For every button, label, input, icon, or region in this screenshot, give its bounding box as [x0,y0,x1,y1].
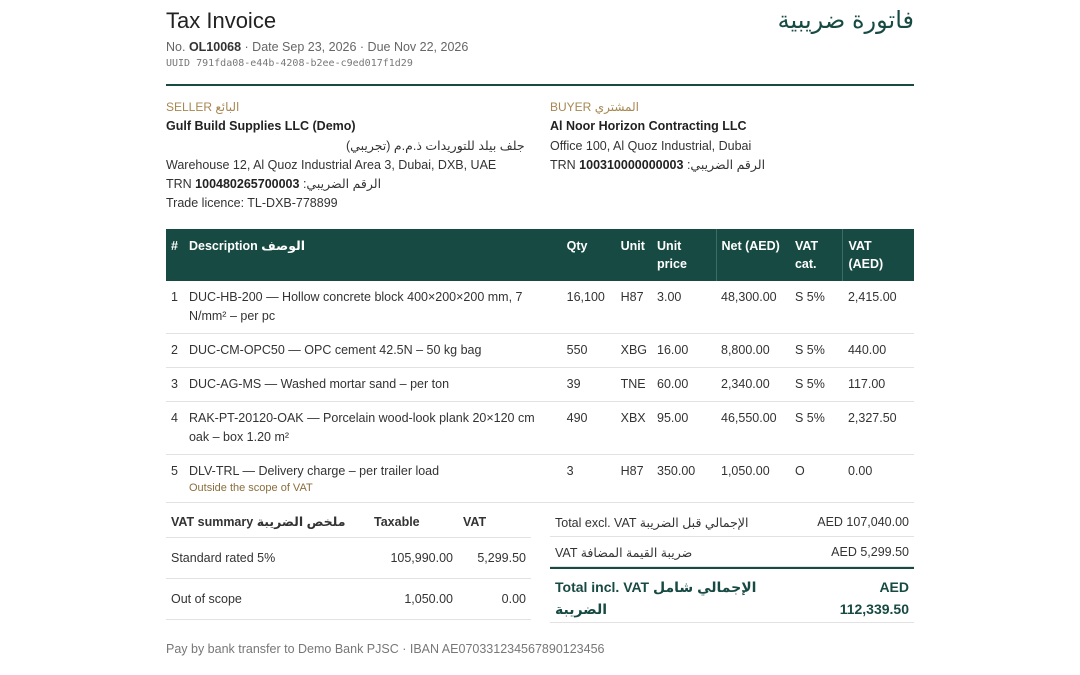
cell-unit [616,402,652,455]
buyer-trn-label: TRN الرقم الضريبي: [550,158,766,172]
table-row [166,402,914,455]
vat-summary-label: Standard rated 5% [166,538,369,579]
col-description: Description الوصف [184,229,562,281]
cell-vat-cat-text: S 5% [794,377,825,391]
cell-unit [616,455,652,503]
vat-total-value: AED 5,299.50 [831,545,909,559]
cell-net-text: 48,300.00 [721,290,777,304]
cell-qty [562,368,616,402]
totals-block [550,507,914,623]
total-incl-vat-value [840,576,909,620]
table-header-row [166,229,914,281]
vat-summary-header [166,507,531,538]
cell-description-text: RAK-PT-20120-OAK — Porcelain wood-look plank 20×120 cm oak – box 1.20 m² [188,411,535,444]
seller-name-arabic: جلف بيلد للتوريدات ذ.م.م (تجريبي) [346,139,525,153]
vat-summary-title: VAT summary ملخص الضريبة [166,507,369,538]
table-row [166,334,914,368]
seller-address: Warehouse 12, Al Quoz Industrial Area 3, Dubai, DXB, UAE [166,158,497,172]
col-unit-price-line2: price [657,257,687,271]
cell-unit-price-text: 350.00 [657,464,696,478]
cell-qty [562,402,616,455]
cell-unit-text: XBG [620,343,648,357]
cell-unit-price [652,402,716,455]
seller-licence: Trade licence: TL-DXB-778899 [166,196,338,210]
cell-qty [562,334,616,368]
total-excl-vat-label: Total excl. VAT الإجمالي قبل الضريبة [555,516,749,530]
vat-summary-vat: 5,299.50 [458,538,531,579]
cell-vat-cat [790,334,843,368]
vat-summary-vat-header: VAT [458,507,531,538]
cell-vat-cat-text: S 5% [794,290,825,304]
cell-unit-price [652,334,716,368]
cell-vat-text: 2,327.50 [847,411,897,425]
vat-summary-taxable: 105,990.00 [369,538,458,579]
cell-description [184,455,562,503]
col-unit: Unit [616,229,652,281]
col-number: # [166,229,184,281]
cell-net [716,334,790,368]
vat-summary-taxable: 1,050.00 [369,579,458,620]
cell-qty-text: 39 [566,377,581,391]
cell-unit-price-text: 60.00 [657,377,689,391]
cell-vat [843,455,914,503]
table-row [166,455,914,503]
col-vat-cat-line2: cat. [794,257,817,271]
parties-section [166,86,914,228]
total-incl-vat-row [550,567,914,623]
cell-vat-text: 440.00 [847,343,887,357]
seller-label: SELLER البائع [166,100,240,114]
cell-net [716,281,790,334]
col-vat-line1: VAT [848,239,872,253]
cell-vat-text: 2,415.00 [847,290,897,304]
cell-net-text: 1,050.00 [721,464,770,478]
cell-net-text: 46,550.00 [721,411,777,425]
cell-unit-text: TNE [620,377,646,391]
seller-name: Gulf Build Supplies LLC (Demo) [166,119,356,133]
cell-vat-text: 117.00 [847,377,886,391]
invoice-number: OL10068 [188,40,242,54]
cell-vat-cat [790,455,843,503]
cell-description [184,281,562,334]
total-incl-vat-amount: 112,339.50 [839,601,909,617]
col-unit-price-line1: Unit [657,239,682,253]
total-excl-vat-row [550,507,914,537]
col-qty: Qty [562,229,616,281]
cell-number-text: 4 [171,411,178,425]
buyer-trn [550,156,914,175]
cell-description-text: DUC-HB-200 — Hollow concrete block 400×200×200 mm, 7 N/mm² – per pc [188,290,523,323]
line-items-table [166,229,914,503]
col-unit-price [652,229,716,281]
invoice-uuid: UUID 791fda08-e44b-4208-b2ee-c9ed017f1d29 [166,58,413,69]
buyer-label: BUYER المشتري [550,100,639,114]
cell-description-text: DLV-TRL — Delivery charge – per trailer load [188,464,440,478]
cell-qty-text: 16,100 [566,290,605,304]
cell-number [166,368,184,402]
buyer-block [550,100,914,175]
cell-vat-text: 0.00 [847,464,873,478]
vat-summary-taxable-header: Taxable [369,507,458,538]
cell-vat [843,368,914,402]
cell-unit [616,334,652,368]
cell-vat [843,281,914,334]
cell-unit-text: H87 [620,464,644,478]
cell-unit-price [652,281,716,334]
cell-description [184,368,562,402]
cell-unit-text: XBX [620,411,646,425]
table-row [166,281,914,334]
cell-net-text: 8,800.00 [721,343,770,357]
invoice-dates: · Date Sep 23, 2026 · Due Nov 22, 2026 [244,40,469,54]
cell-vat-cat [790,281,843,334]
cell-vat-cat-text: O [794,464,805,478]
cell-net [716,368,790,402]
cell-net [716,455,790,503]
total-incl-vat-label: Total incl. VAT الإجمالي شامل الضريبة [555,579,757,617]
cell-qty [562,455,616,503]
cell-description-text: DUC-CM-OPC50 — OPC cement 42.5N – 50 kg bag [188,343,482,357]
col-vat-cat-line1: VAT [794,239,819,253]
buyer-trn-value: 100310000000003 [579,158,684,172]
cell-unit-price-text: 95.00 [657,411,689,425]
seller-block [166,100,530,213]
cell-vat-cat-text: S 5% [794,343,825,357]
cell-number-text: 5 [171,464,178,478]
col-vat-line2: (AED) [848,257,884,271]
cell-unit [616,368,652,402]
cell-number-text: 3 [171,377,178,391]
cell-unit-price [652,368,716,402]
seller-trn [166,175,530,194]
cell-unit-price [652,455,716,503]
cell-net [716,402,790,455]
cell-number [166,334,184,368]
table-row [166,368,914,402]
cell-net-text: 2,340.00 [721,377,770,391]
cell-unit-text: H87 [620,290,644,304]
vat-total-row [550,537,914,567]
vat-summary-vat: 0.00 [458,579,531,620]
cell-unit-price-text: 3.00 [657,290,682,304]
cell-vat [843,402,914,455]
cell-unit [616,281,652,334]
cell-qty [562,281,616,334]
invoice-page [166,0,914,656]
cell-qty-text: 3 [566,464,574,478]
line-note: Outside the scope of VAT [188,482,313,494]
cell-qty-text: 550 [566,343,588,357]
cell-vat-cat [790,368,843,402]
cell-number [166,455,184,503]
invoice-meta [166,40,468,54]
cell-vat-cat-text: S 5% [794,411,825,425]
cell-number-text: 1 [171,290,178,304]
payment-footer: Pay by bank transfer to Demo Bank PJSC · IBAN AE070331234567890123456 [166,642,605,656]
vat-total-label: VAT ضريبة القيمة المضافة [555,546,693,560]
total-incl-vat-currency: AED [879,579,909,595]
col-vat-cat [790,229,843,281]
cell-description-text: DUC-AG-MS — Washed mortar sand – per ton [188,377,450,391]
cell-number-text: 2 [171,343,178,357]
col-net: Net (AED) [716,229,790,281]
total-excl-vat-value: AED 107,040.00 [817,515,909,529]
cell-number [166,281,184,334]
vat-summary-row [166,538,531,579]
col-vat [843,229,914,281]
invoice-header [166,0,914,86]
vat-summary-row [166,579,531,620]
buyer-name: Al Noor Horizon Contracting LLC [550,119,747,133]
cell-number [166,402,184,455]
vat-summary-table [166,507,531,620]
cell-unit-price-text: 16.00 [657,343,689,357]
title-english: Tax Invoice [166,8,277,33]
buyer-address: Office 100, Al Quoz Industrial, Dubai [550,139,752,153]
cell-description [184,402,562,455]
seller-trn-value: 100480265700003 [195,177,300,191]
cell-vat [843,334,914,368]
invoice-number-label: No. [166,40,186,54]
title-arabic: فاتورة ضريبية [777,7,914,34]
cell-vat-cat [790,402,843,455]
cell-qty-text: 490 [566,411,588,425]
cell-description [184,334,562,368]
seller-trn-label: TRN الرقم الضريبي: [166,177,382,191]
vat-summary-label: Out of scope [166,579,369,620]
